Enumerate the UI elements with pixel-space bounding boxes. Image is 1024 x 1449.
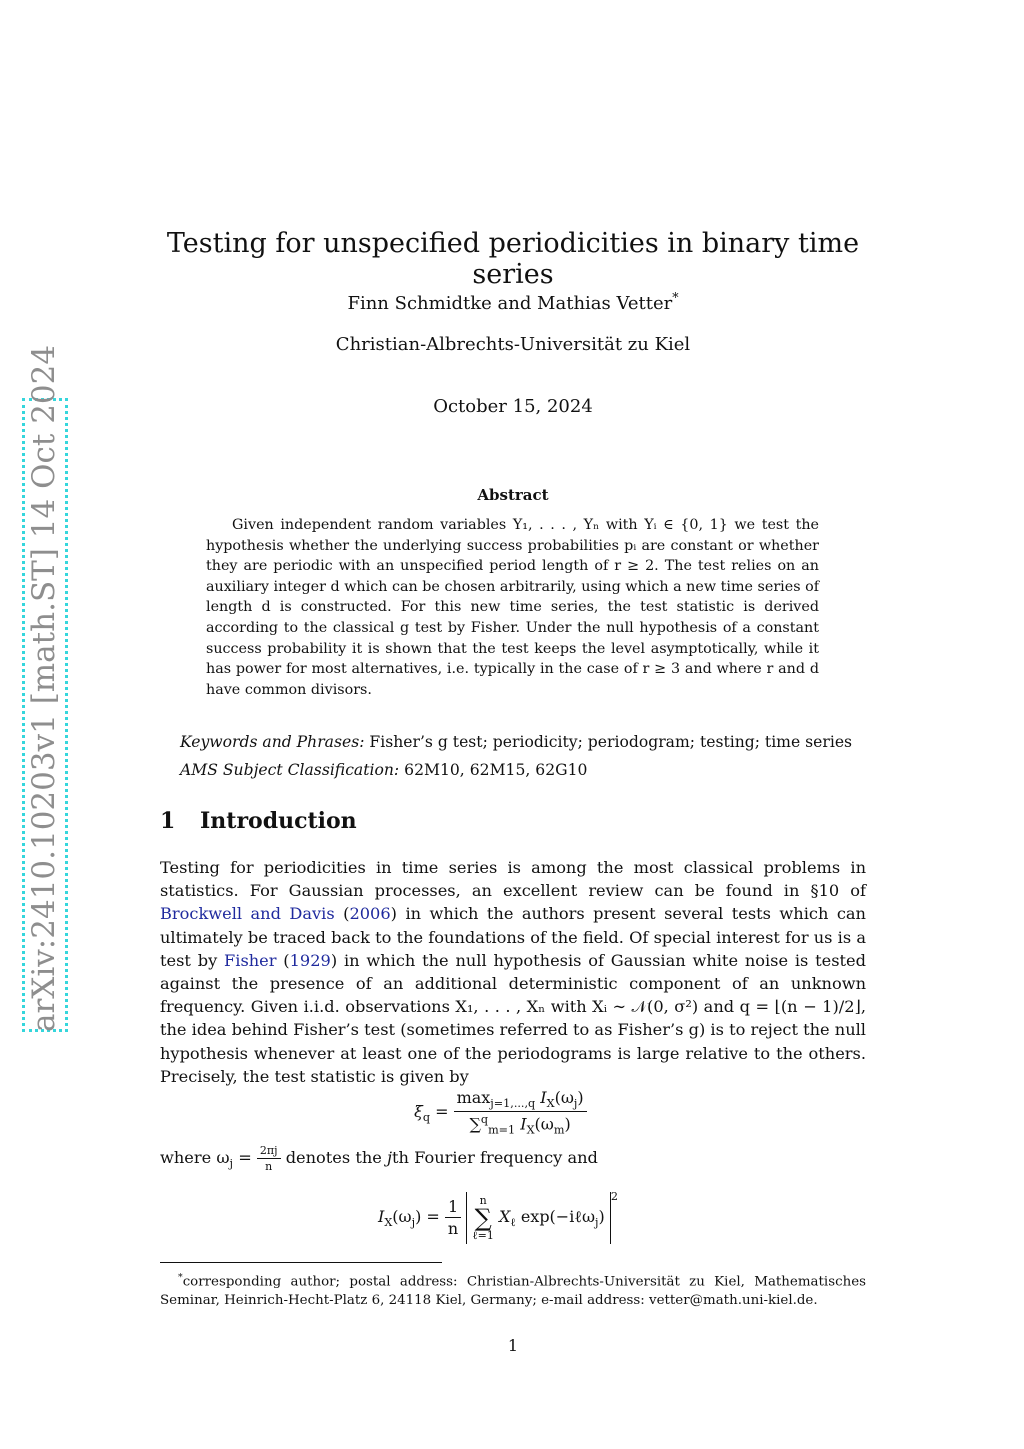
eq1-max-sub: j=1,...,q xyxy=(490,1097,536,1111)
p2-fraction xyxy=(257,1144,281,1173)
p2-frac-den: n xyxy=(265,1160,273,1173)
eq1-den-close: ) xyxy=(564,1114,571,1134)
eq1-numerator xyxy=(454,1088,587,1112)
footnote-mark: * xyxy=(178,1272,183,1283)
intro-text-b: in which the authors present several tests which can ultimately be traced back to the foundations of the field. Of special interest for us is a test by xyxy=(160,904,866,970)
eq1-den-omega-sub: m xyxy=(553,1123,565,1137)
eq2-frac-num: 1 xyxy=(445,1197,461,1218)
eq2-exp: exp(−iℓω xyxy=(515,1207,596,1226)
eq2-i-sub: X xyxy=(384,1216,393,1230)
section-number: 1 xyxy=(160,808,176,834)
citation-year-1929[interactable]: 1929 xyxy=(289,950,331,970)
eq2-sum-sup: n xyxy=(479,1193,487,1207)
abstract-heading: Abstract xyxy=(477,486,549,504)
eq2-power: 2 xyxy=(610,1190,618,1203)
ams-value: 62M10, 62M15, 62G10 xyxy=(404,761,588,779)
eq1-num-close: ) xyxy=(577,1088,584,1107)
keywords-block xyxy=(180,728,880,784)
eq1-den-omega: (ω xyxy=(534,1114,554,1134)
author-names: Finn Schmidtke and Mathias Vetter xyxy=(347,293,673,314)
keywords-line xyxy=(180,728,880,756)
eq1-sum-sup: q xyxy=(480,1113,489,1127)
citation-year-2006[interactable]: 2006 xyxy=(349,904,391,924)
eq2-omega: (ω xyxy=(392,1207,412,1226)
eq2-x-sub: ℓ xyxy=(510,1216,516,1230)
cite1-close: ) xyxy=(390,904,397,924)
page-number: 1 xyxy=(507,1336,519,1355)
intro-text-a: Testing for periodicities in time series is among the most classical problems in statistics. For Gaussian processes, an excellent review can be found in §10 of xyxy=(160,858,866,901)
eq2-x: X xyxy=(498,1207,511,1226)
eq1-denominator xyxy=(454,1112,587,1137)
eq1-den-i-sub: X xyxy=(526,1123,535,1137)
intro-text-c: in which the null hypothesis of Gaussian white noise is tested against the presence of an additional deterministic component of an unknown frequency. Given i.i.d. observations X₁, . . . , Xₙ with Xᵢ ∼ 𝒩(0, σ²) and q = ⌊(n − 1)/2⌋, the idea behind Fisher’s test (sometimes referred to as Fisher’s g) is to reject the null hypothesis whenever at least one of the periodograms is large relative to the others. Precisely, the test statistic is given by xyxy=(160,950,866,1086)
paper-authors xyxy=(160,290,866,314)
p2-equals: = xyxy=(233,1148,257,1167)
eq2-left-abs-bar xyxy=(466,1192,467,1244)
eq2-i: I xyxy=(378,1207,385,1226)
eq2-sum-block xyxy=(472,1194,493,1242)
cite2-close: ) xyxy=(330,950,338,970)
affiliation: Christian-Albrechts-Universität zu Kiel xyxy=(335,334,691,355)
paper-title: Testing for unspecified periodicities in binary time series xyxy=(166,228,860,290)
eq2-fraction xyxy=(445,1197,461,1238)
eq1-xi: ξ xyxy=(414,1101,423,1121)
eq1-den-i: I xyxy=(515,1114,527,1134)
cite2-open: ( xyxy=(276,950,290,970)
eq1-sum-sub: m=1 xyxy=(488,1123,516,1137)
footnote-divider xyxy=(160,1262,442,1263)
keywords-label: Keywords and Phrases: xyxy=(180,733,365,751)
equation-periodogram xyxy=(378,1190,618,1244)
ams-line xyxy=(180,756,880,784)
eq2-exp-sub: j xyxy=(595,1216,599,1230)
eq1-lhs xyxy=(414,1101,454,1125)
eq1-xi-sub: q xyxy=(422,1111,430,1125)
ams-label: AMS Subject Classification: xyxy=(180,761,400,779)
eq1-equals: = xyxy=(429,1101,454,1121)
p2-tail: th Fourier frequency and xyxy=(392,1148,598,1167)
eq1-num-omega-sub: j xyxy=(573,1097,578,1111)
abstract-text: Given independent random variables Y₁, . . . , Yₙ with Yᵢ ∈ {0, 1} we test the hypothesis whether the underlying success probabilities pᵢ are constant or whether they are periodic with an unspecified period length of r ≥ 2. The test relies on an auxiliary integer d which can be chosen arbitrarily, using which a new time series of length d is constructed. For this new time series, the test statistic is derived according to the classical g test by Fisher. Under the null hypothesis of a constant success probability it is shown that the test keeps the level asymptotically, while it has power for most alternatives, i.e. typically in the case of r ≥ 3 and where r and d have common divisors. xyxy=(206,517,819,698)
eq2-omega-sub: j xyxy=(411,1216,416,1230)
eq2-equals: ) = xyxy=(415,1207,445,1226)
citation-fisher[interactable]: Fisher xyxy=(224,950,277,970)
paper-date: October 15, 2024 xyxy=(433,396,593,417)
intro-paragraph xyxy=(160,856,866,1088)
p2-frac-num: 2πj xyxy=(257,1144,281,1159)
p2-where-omega: where ω xyxy=(160,1148,230,1167)
section-title: Introduction xyxy=(200,808,357,834)
eq2-exp-close: ) xyxy=(598,1207,605,1226)
eq1-max: max xyxy=(456,1088,491,1107)
footnote-text: corresponding author; postal address: Christian-Albrechts-Universität zu Kiel, Mathematisches Seminar, Heinrich-Hecht-Platz 6, 24118 Kiel, Germany; e-mail address: vetter@math.uni-kiel.de. xyxy=(160,1274,866,1309)
p2-omega-sub: j xyxy=(229,1156,234,1171)
section-heading xyxy=(160,808,357,834)
eq1-sum: ∑ xyxy=(469,1114,481,1134)
cite1-open: ( xyxy=(334,904,350,924)
p2-j: j xyxy=(387,1148,393,1167)
arxiv-identifier[interactable]: arXiv:2410.10203v1 [math.ST] 14 Oct 2024 xyxy=(26,344,62,1032)
eq2-frac-den: n xyxy=(447,1219,459,1238)
equation-fisher-statistic xyxy=(414,1088,587,1137)
eq1-num-i: I xyxy=(535,1088,547,1107)
fourier-frequency-line xyxy=(160,1144,598,1173)
citation-brockwell-davis[interactable]: Brockwell and Davis xyxy=(160,904,335,924)
author-footnote-mark[interactable]: * xyxy=(672,290,679,305)
eq2-sum: ∑ xyxy=(474,1203,492,1232)
eq1-num-i-sub: X xyxy=(546,1097,555,1111)
eq1-fraction xyxy=(454,1088,587,1137)
eq2-sum-sub: ℓ=1 xyxy=(472,1228,494,1242)
footnote xyxy=(160,1268,866,1310)
keywords-value: Fisher’s g test; periodicity; periodogram; testing; time series xyxy=(369,733,853,751)
p2-denotes: denotes the xyxy=(280,1148,387,1167)
eq1-num-omega: (ω xyxy=(554,1088,574,1107)
